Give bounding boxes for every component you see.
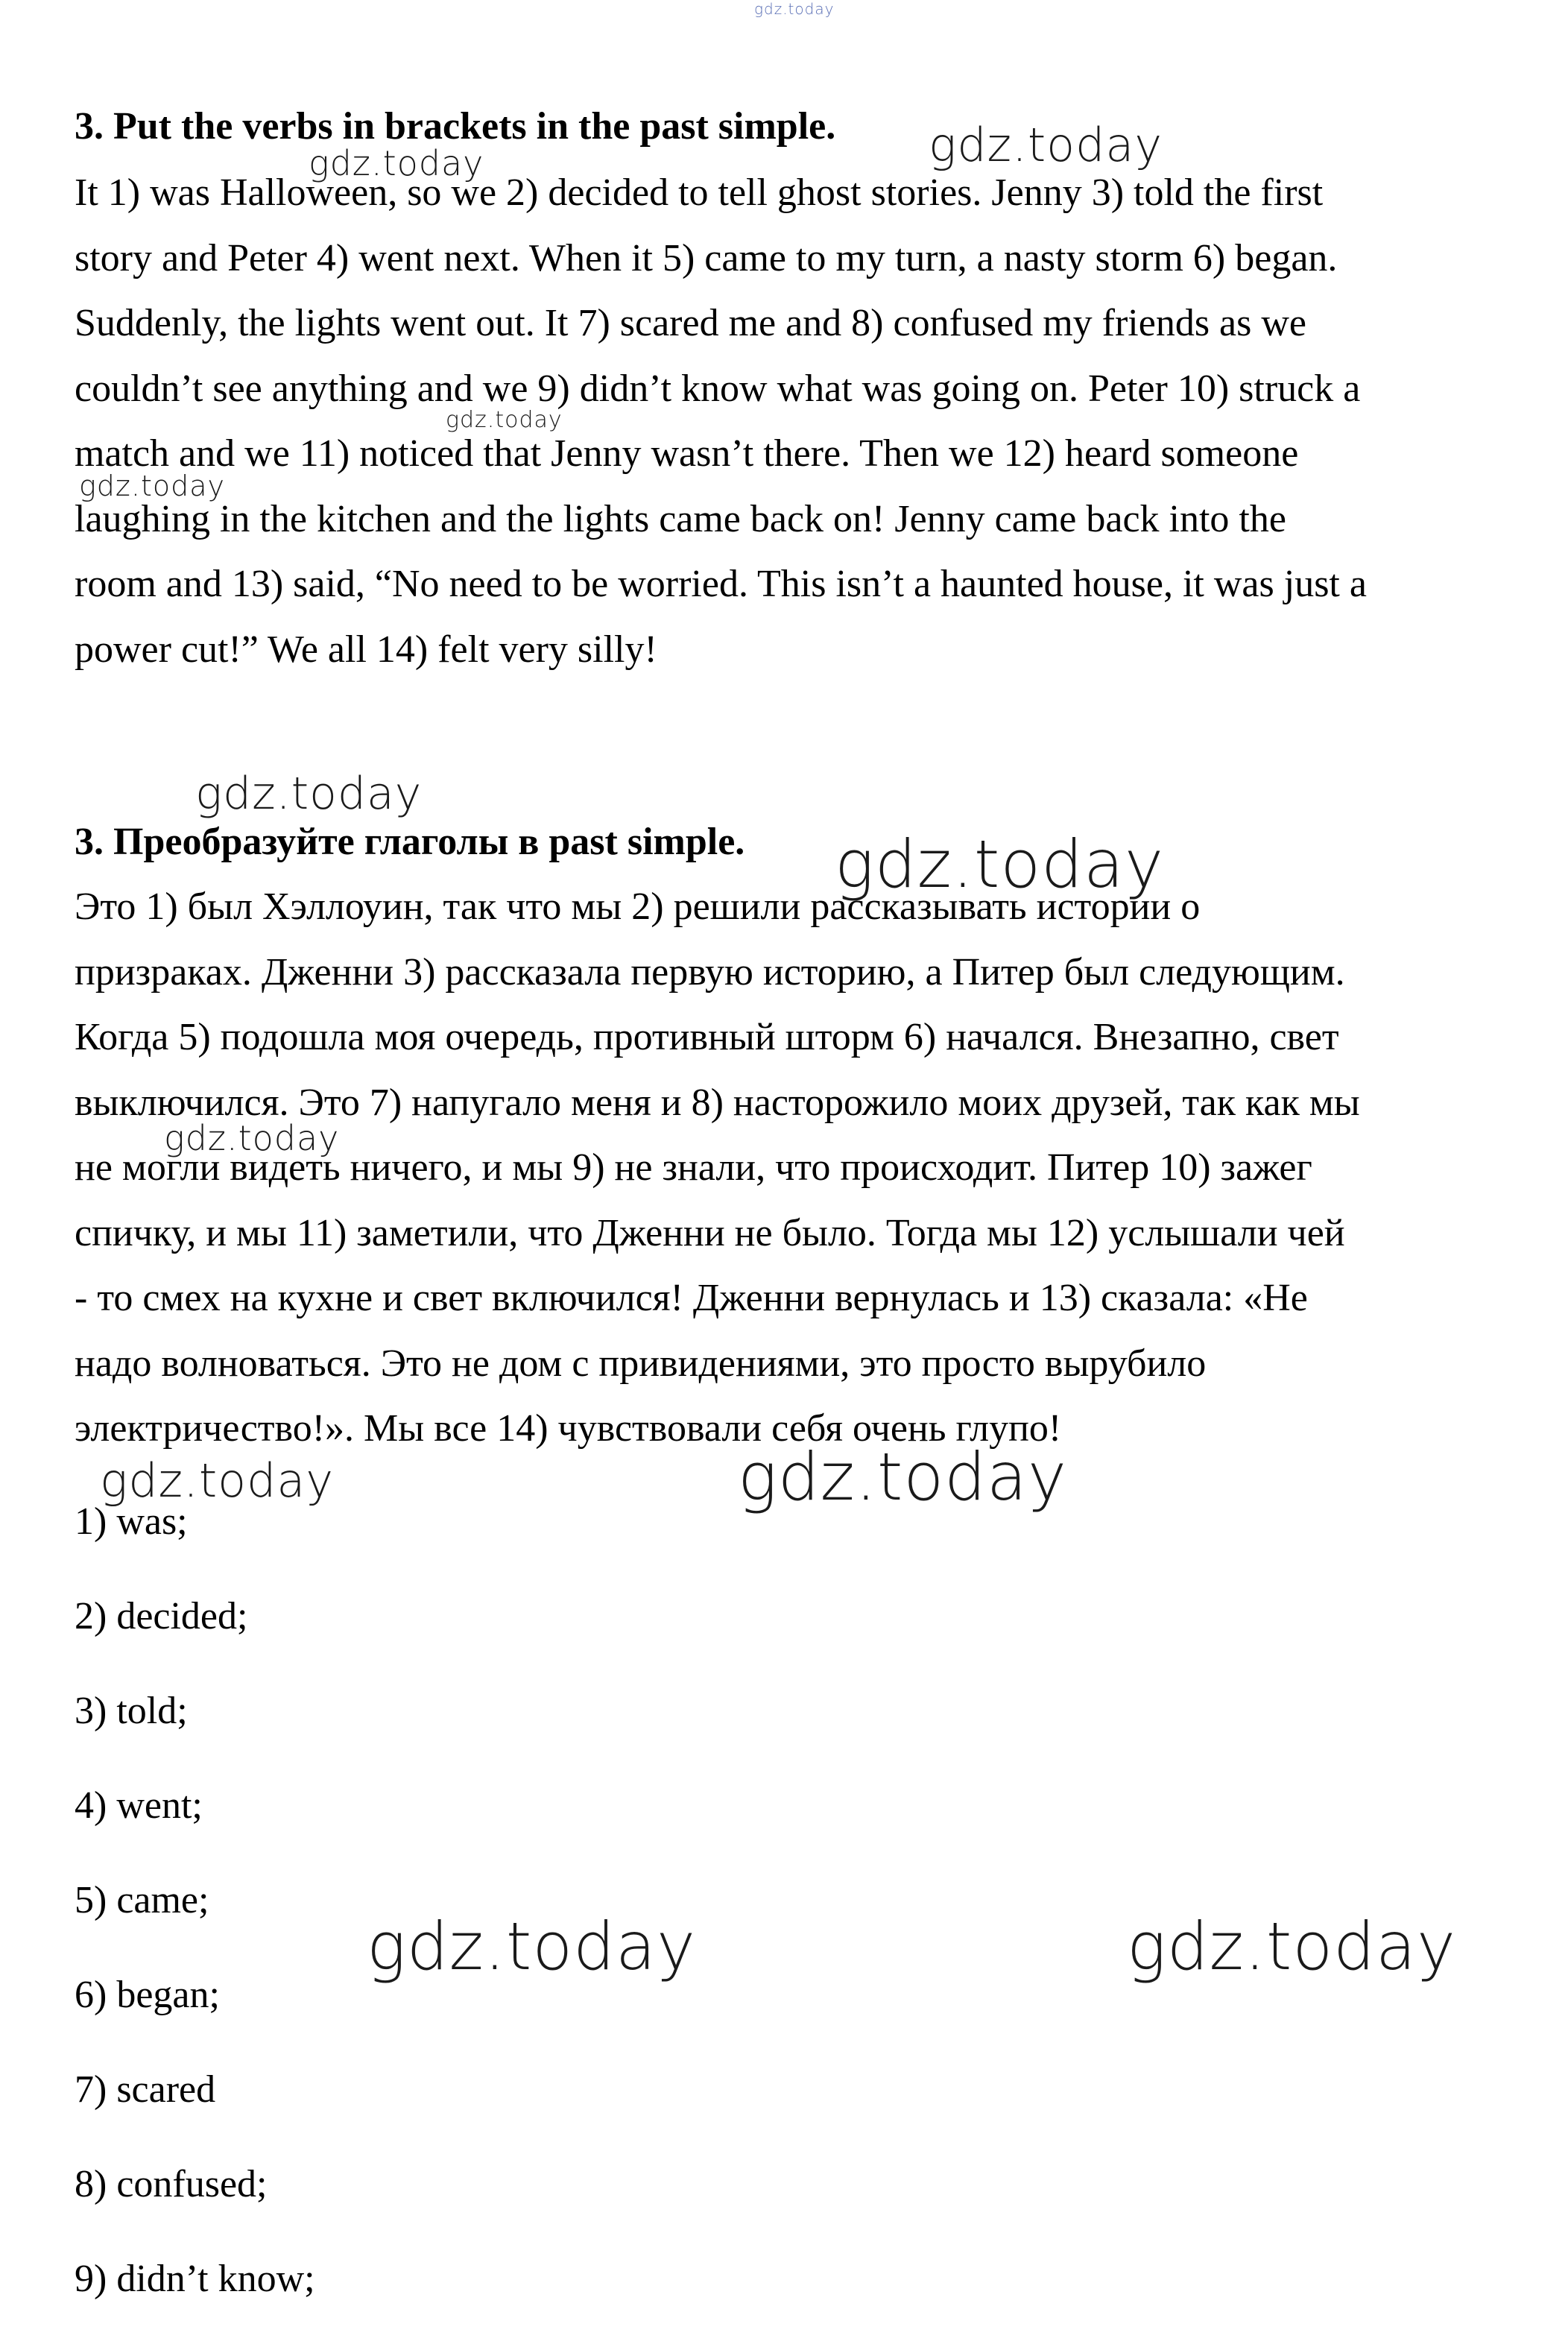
- russian-paragraph: [75, 874, 1535, 1462]
- watermark-text: gdz.today: [929, 118, 1163, 172]
- watermark-text: gdz.today: [79, 470, 225, 502]
- answer-item: 8) confused;: [75, 2163, 268, 2205]
- text-line: match and we 11) noticed that Jenny wasn’t there. Then we 12) heard someone: [75, 432, 1299, 475]
- watermark-text: gdz.today: [754, 0, 835, 18]
- watermark-text: gdz.today: [835, 826, 1165, 903]
- answer-list: [75, 1498, 315, 2350]
- watermark-text: gdz.today: [164, 1118, 340, 1158]
- english-paragraph: [75, 160, 1535, 682]
- answer-item: 5) came;: [75, 1879, 209, 1921]
- answer-item: 3) told;: [75, 1690, 188, 1732]
- text-line: спичку, и мы 11) заметили, что Дженни не было. Тогда мы 12) услышали чей: [75, 1211, 1345, 1254]
- watermark-text: gdz.today: [195, 768, 423, 820]
- text-line: It 1) was Halloween, so we 2) decided to tell ghost stories. Jenny 3) told the first: [75, 171, 1324, 214]
- text-line: призраках. Дженни 3) рассказала первую историю, а Питер был следующим.: [75, 950, 1345, 994]
- text-line: электричество!». Мы все 14) чувствовали себя очень глупо!: [75, 1407, 1062, 1450]
- english-heading: 3. Put the verbs in brackets in the past simple.: [75, 105, 836, 148]
- text-line: laughing in the kitchen and the lights came back on! Jenny came back into the: [75, 497, 1286, 540]
- answer-item: 1) was;: [75, 1500, 188, 1543]
- watermark-text: gdz.today: [309, 143, 484, 183]
- russian-heading: 3. Преобразуйте глаголы в past simple.: [75, 821, 745, 863]
- text-line: Когда 5) подошла моя очередь, противный шторм 6) начался. Внезапно, свет: [75, 1016, 1339, 1058]
- text-line: Suddenly, the lights went out. It 7) scared me and 8) confused my friends as we: [75, 302, 1307, 344]
- watermark-text: gdz.today: [367, 1908, 697, 1985]
- text-line: надо волноваться. Это не дом с привидениями, это просто вырубило: [75, 1342, 1207, 1385]
- answer-item: 2) decided;: [75, 1595, 248, 1637]
- watermark-text: gdz.today: [738, 1438, 1068, 1515]
- answer-item: 6) began;: [75, 1974, 220, 2016]
- text-line: - то смех на кухне и свет включился! Дженни вернулась и 13) сказала: «Не: [75, 1277, 1308, 1319]
- watermark-text: gdz.today: [1127, 1908, 1457, 1985]
- answer-item: 9) didn’t know;: [75, 2258, 315, 2300]
- text-line: Это 1) был Хэллоуин, так что мы 2) решили рассказывать истории о: [75, 885, 1201, 928]
- text-line: couldn’t see anything and we 9) didn’t know what was going on. Peter 10) struck a: [75, 367, 1361, 410]
- text-line: power cut!” We all 14) felt very silly!: [75, 628, 657, 671]
- text-line: не могли видеть ничего, и мы 9) не знали, что происходит. Питер 10) зажег: [75, 1146, 1312, 1189]
- text-line: выключился. Это 7) напугало меня и 8) насторожило моих друзей, так как мы: [75, 1081, 1360, 1124]
- text-line: story and Peter 4) went next. When it 5) came to my turn, a nasty storm 6) began.: [75, 236, 1338, 279]
- answer-item: 4) went;: [75, 1784, 203, 1827]
- answer-item: 7) scared: [75, 2068, 216, 2111]
- text-line: room and 13) said, “No need to be worried. This isn’t a haunted house, it was just a: [75, 563, 1367, 605]
- watermark-text: gdz.today: [446, 407, 563, 433]
- watermark-text: gdz.today: [100, 1453, 335, 1508]
